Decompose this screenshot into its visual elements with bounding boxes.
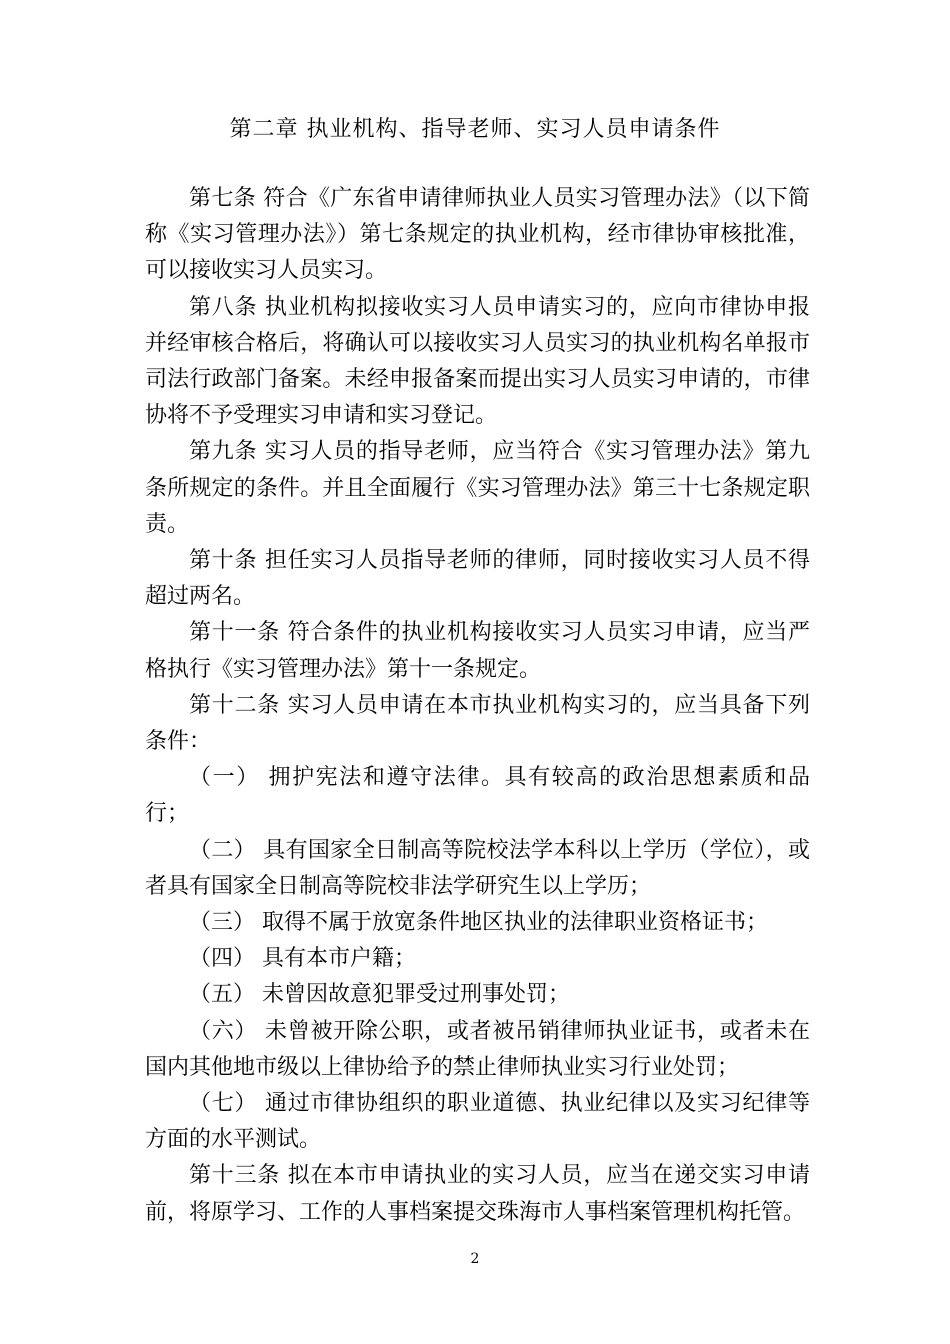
condition-6: （六） 未曾被开除公职，或者被吊销律师执业证书，或者未在国内其他地市级以上律协给予的禁止律师执业实习行业处罚； (145, 1018, 810, 1080)
condition-3: （三） 取得不属于放宽条件地区执业的法律职业资格证书； (189, 910, 768, 936)
condition-4: （四） 具有本市户籍； (189, 946, 416, 972)
article-7: 第七条 符合《广东省申请律师执业人员实习管理办法》（以下简称《实习管理办法》）第七条规定的执业机构，经市律协审核批准，可以接收实习人员实习。 (145, 186, 810, 284)
document-body (145, 181, 810, 1231)
condition-2: （二） 具有国家全日制高等院校法学本科以上学历（学位），或者具有国家全日制高等院校非法学研究生以上学历； (145, 837, 810, 899)
article-9: 第九条 实习人员的指导老师，应当符合《实习管理办法》第九条所规定的条件。并且全面履行《实习管理办法》第三十七条规定职责。 (145, 439, 810, 537)
page-number: 2 (470, 1251, 480, 1267)
condition-1: （一） 拥护宪法和遵守法律。具有较高的政治思想素质和品行； (145, 765, 810, 827)
article-11: 第十一条 符合条件的执业机构接收实习人员实习申请，应当严格执行《实习管理办法》第十一条规定。 (145, 620, 810, 682)
article-12: 第十二条 实习人员申请在本市执业机构实习的，应当具备下列条件： (145, 692, 810, 755)
article-8: 第八条 执业机构拟接收实习人员申请实习的，应向市律协申报并经审核合格后，将确认可以接收实习人员实习的执业机构名单报市司法行政部门备案。未经申报备案而提出实习人员实习申请的，市律协将不予受理实习申请和实习登记。 (145, 294, 810, 429)
condition-7: （七） 通过市律协组织的职业道德、执业纪律以及实习纪律等方面的水平测试。 (145, 1091, 810, 1153)
condition-5: （五） 未曾因故意犯罪受过刑事处罚； (189, 982, 570, 1008)
article-13: 第十三条 拟在本市申请执业的实习人员，应当在递交实习申请前，将原学习、工作的人事档案提交珠海市人事档案管理机构托管。 (145, 1163, 810, 1225)
chapter-title: 第二章 执业机构、指导老师、实习人员申请条件 (229, 117, 721, 142)
article-10: 第十条 担任实习人员指导老师的律师，同时接收实习人员不得超过两名。 (145, 548, 810, 610)
